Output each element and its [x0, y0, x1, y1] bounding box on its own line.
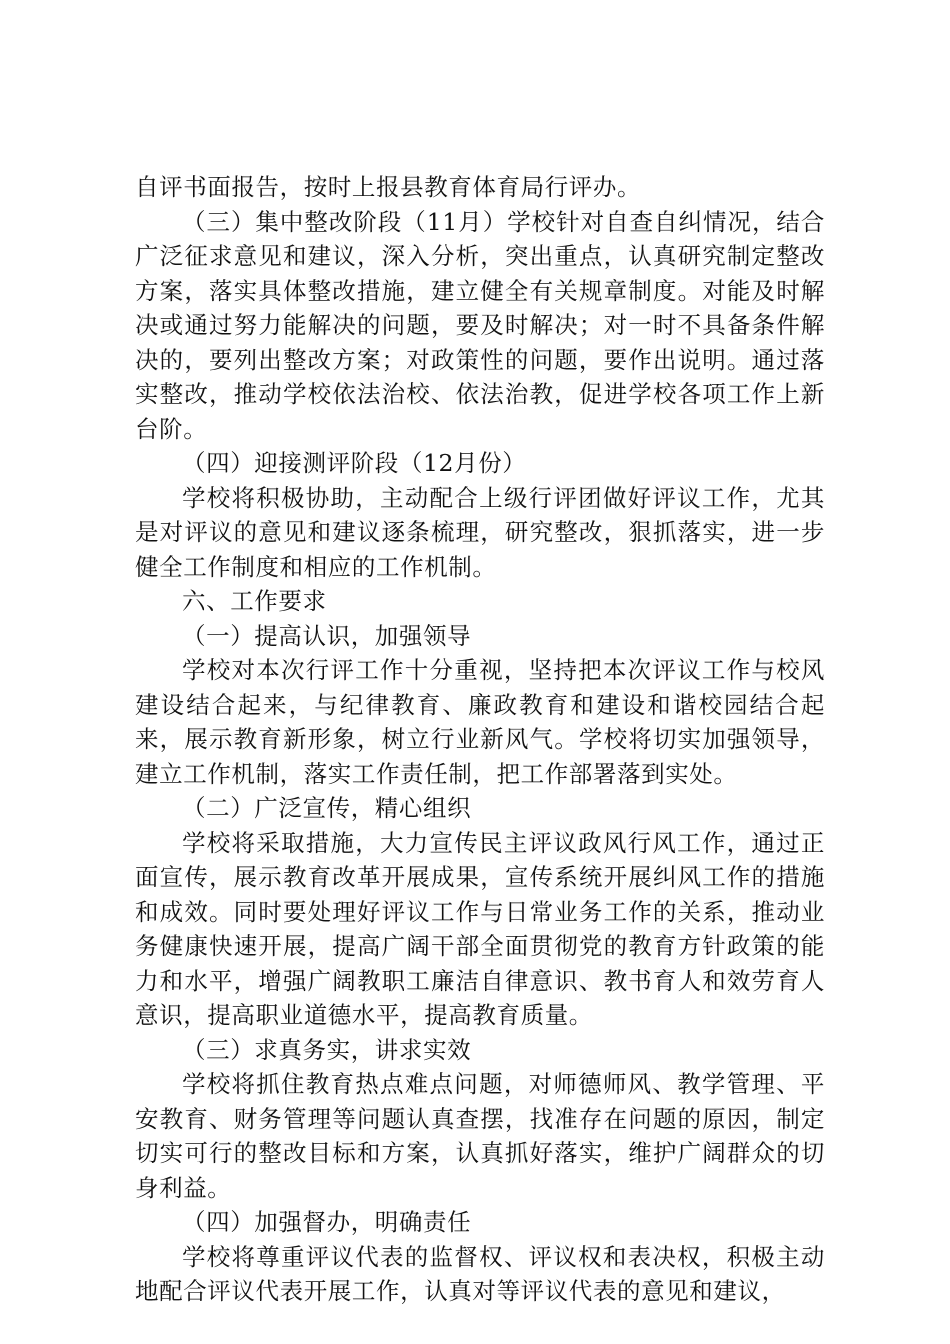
paragraph-supervision: 学校将尊重评议代表的监督权、评议权和表决权，积极主动地配合评议代表开展工作，认真对等评议代表的意见和建议， [135, 1242, 825, 1305]
paragraph-publicity: 学校将采取措施，大力宣传民主评议政风行风工作，通过正面宣传，展示教育改革开展成果，宣传系统开展纠风工作的措施和成效。同时要处理好评议工作与日常业务工作的关系，推动业务健康快速开展，提高广阔干部全面贯彻党的教育方针政策的能力和水平，增强广阔教职工廉洁自律意识、教书育人和效劳育人意识，提高职业道德水平，提高教育质量。 [135, 828, 825, 1029]
document-body [135, 170, 825, 1309]
heading-publicity: （二）广泛宣传，精心组织 [182, 794, 472, 822]
heading-practical-results: （三）求真务实，讲求实效 [182, 1035, 472, 1064]
heading-raise-awareness: （一）提高认识，加强领导 [182, 621, 472, 650]
paragraph-report-continued: 自评书面报告，按时上报县教育体育局行评办。 [135, 173, 642, 201]
heading-work-requirements: 六、工作要求 [182, 587, 327, 615]
paragraph-rectification-stage: （三）集中整改阶段（11月）学校针对自查自纠情况，结合广泛征求意见和建议，深入分析，突出重点，认真研究制定整改方案，落实具体整改措施，建立健全有关规章制度。对能及时解决或通过努力能解决的问题，要及时解决；对一时不具备条件解决的，要列出整改方案；对政策性的问题，要作出说明。通过落实整改，推动学校依法治校、依法治教，促进学校各项工作上新台阶。 [135, 207, 825, 443]
paragraph-raise-awareness: 学校对本次行评工作十分重视，坚持把本次评议工作与校风建设结合起来，与纪律教育、廉政教育和建设和谐校园结合起来，展示教育新形象，树立行业新风气。学校将切实加强领导，建立工作机制，落实工作责任制，把工作部署落到实处。 [135, 656, 825, 788]
heading-evaluation-stage: （四）迎接测评阶段（12月份） [182, 449, 527, 477]
paragraph-practical-results: 学校将抓住教育热点难点问题，对师德师风、教学管理、平安教育、财务管理等问题认真查摆，找准存在问题的原因，制定切实可行的整改目标和方案，认真抓好落实，维护广阔群众的切身利益。 [135, 1070, 825, 1202]
paragraph-evaluation-stage: 学校将积极协助，主动配合上级行评团做好评议工作，尤其是对评议的意见和建议逐条梳理，研究整改，狠抓落实，进一步健全工作制度和相应的工作机制。 [135, 483, 825, 581]
heading-supervision: （四）加强督办，明确责任 [182, 1208, 472, 1236]
